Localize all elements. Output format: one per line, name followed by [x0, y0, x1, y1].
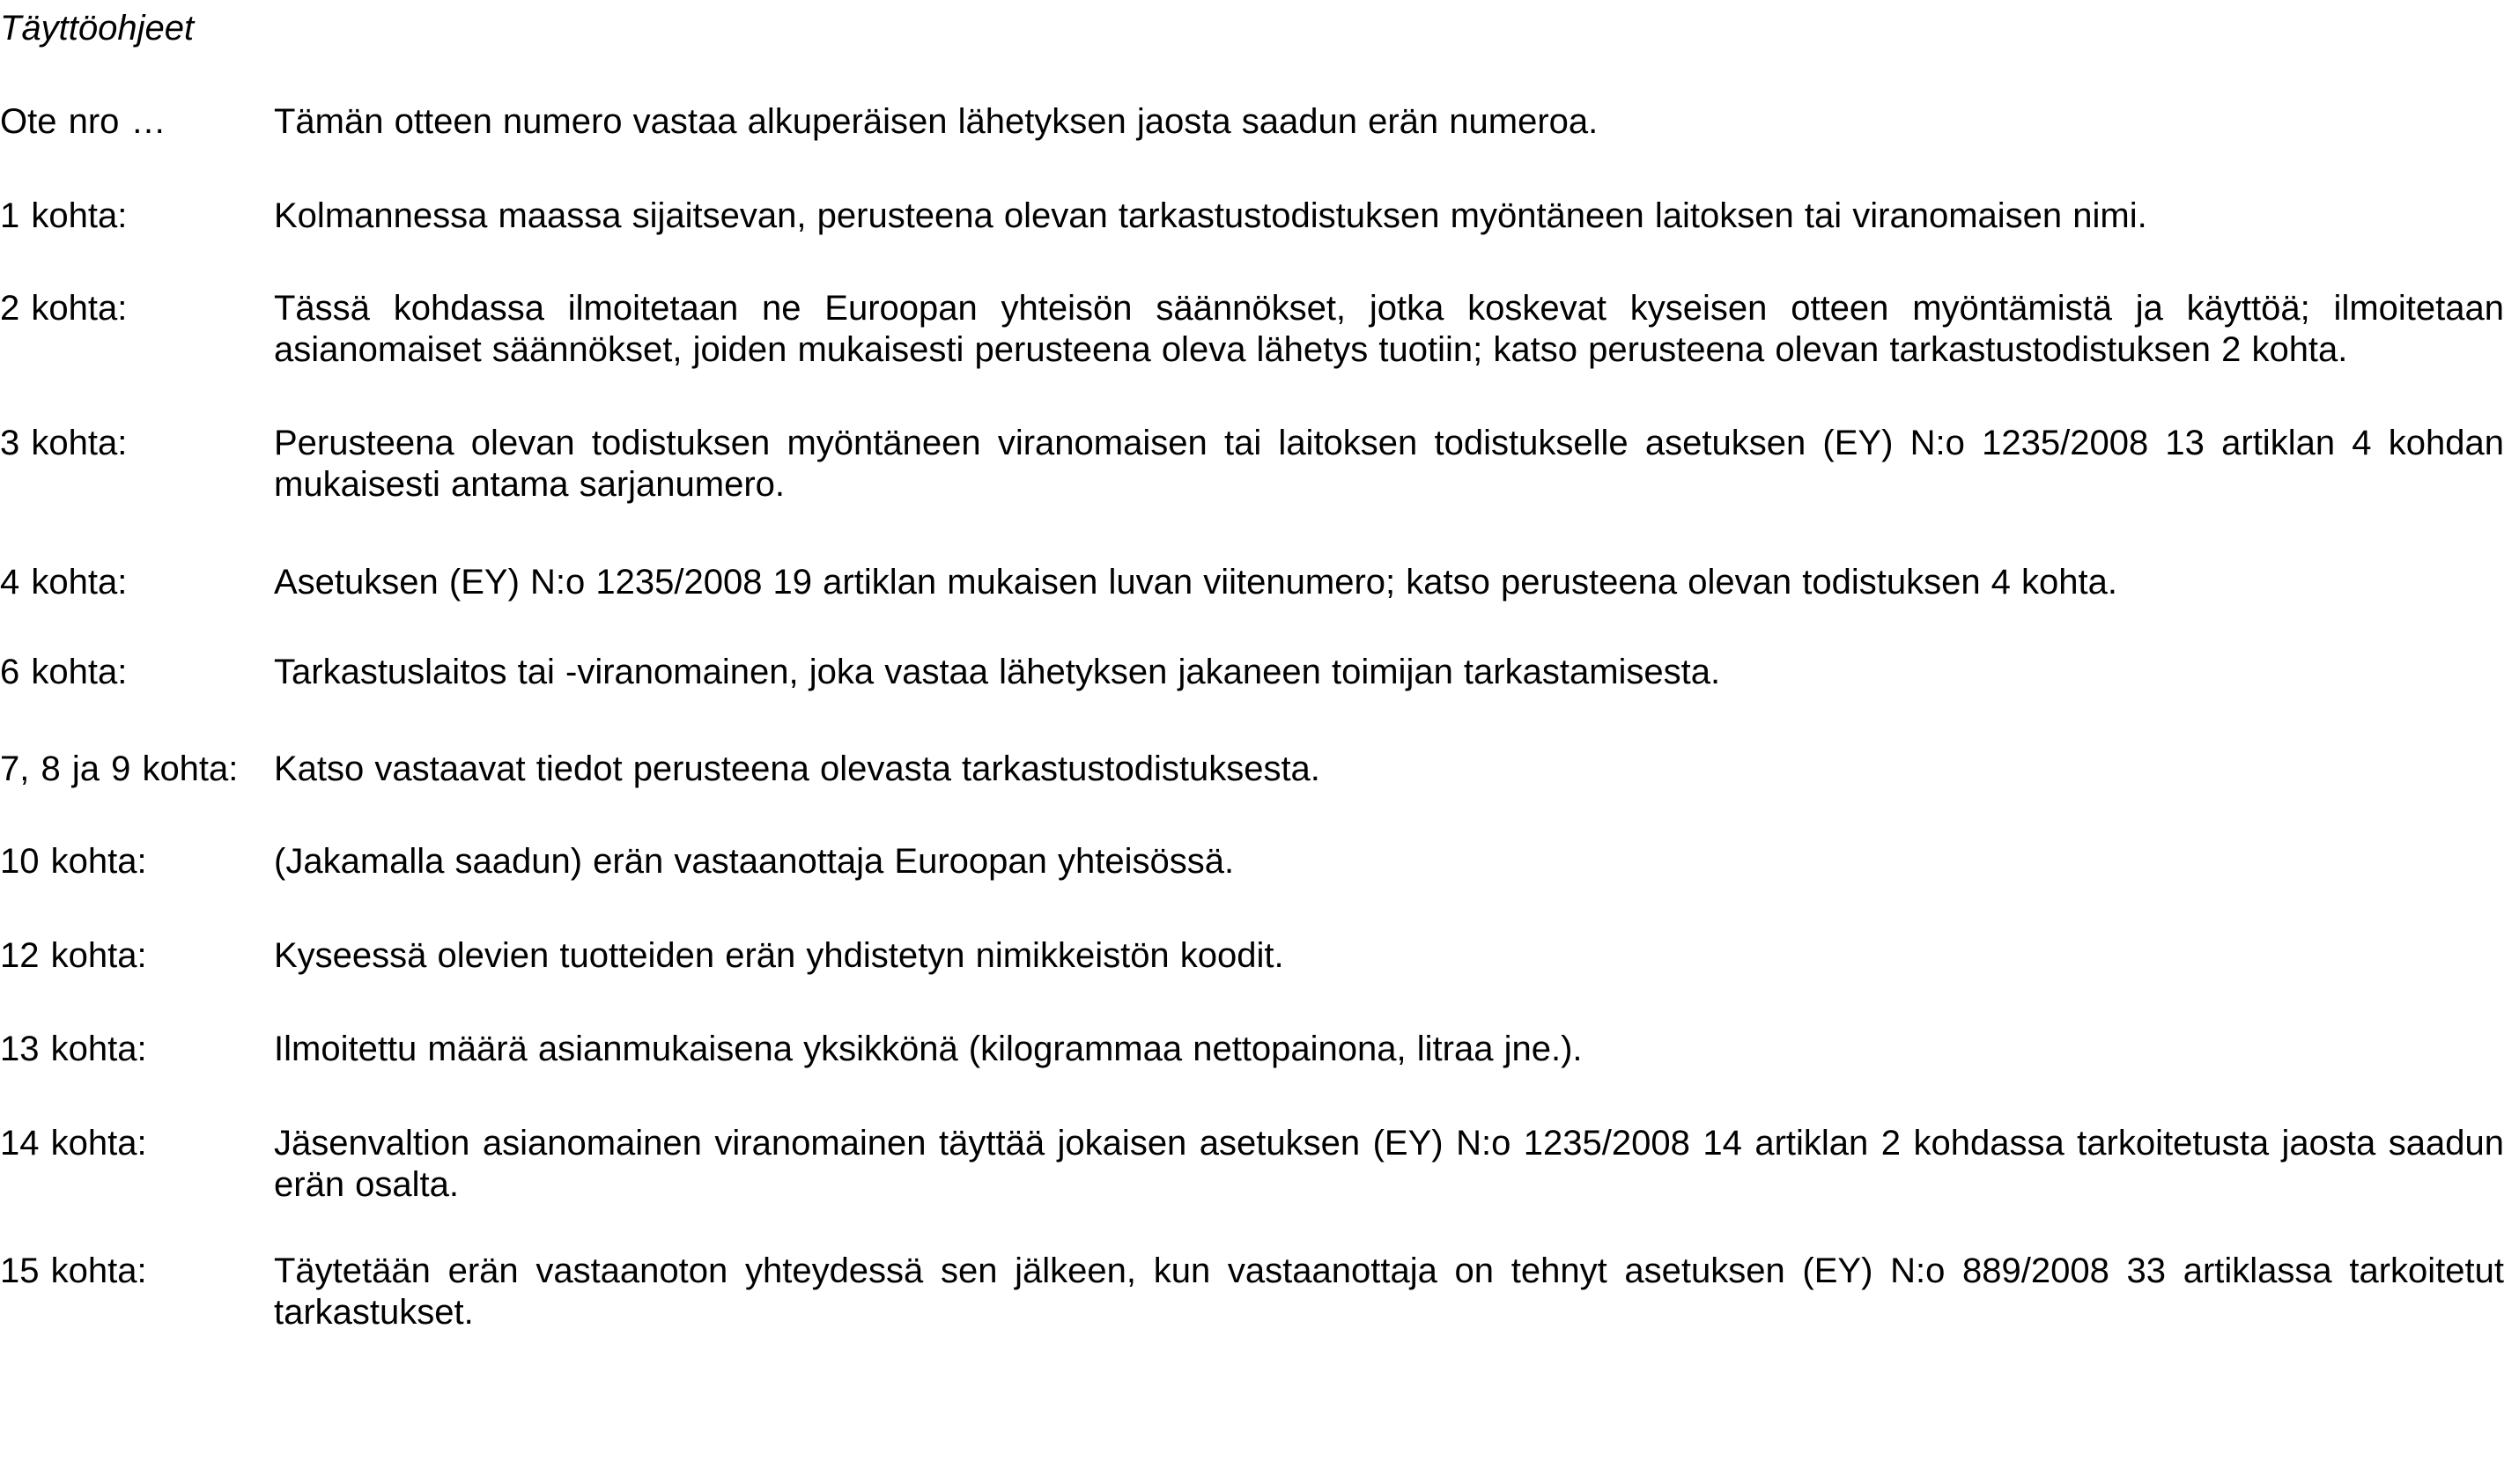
entry-text: Ilmoitettu määrä asianmukaisena yksikkönä (kilogrammaa nettopainona, litraa jne.). — [274, 1030, 1583, 1068]
entry-label: 10 kohta: — [0, 842, 147, 881]
entry-label: 2 kohta: — [0, 289, 128, 328]
entry-text: Jäsenvaltion asianomainen viranomainen täyttää jokaisen asetuksen (EY) N:o 1235/2008 14 artiklan 2 kohdassa tarkoitetusta jaosta saadun erän osalta. — [274, 1124, 2504, 1204]
entry-label: 13 kohta: — [0, 1030, 147, 1068]
entry-text: Asetuksen (EY) N:o 1235/2008 19 artiklan mukaisen luvan viitenumero; katso perusteena olevan todistuksen 4 kohta. — [274, 563, 2118, 602]
entry-text: Kyseessä olevien tuotteiden erän yhdistetyn nimikkeistön koodit. — [274, 936, 1284, 975]
document-title: Täyttöohjeet — [0, 9, 195, 48]
entry-label: 14 kohta: — [0, 1124, 147, 1163]
entry-text: Tarkastuslaitos tai -viranomainen, joka vastaa lähetyksen jakaneen toimijan tarkastamisesta. — [274, 653, 1721, 691]
entry-label: 6 kohta: — [0, 653, 128, 691]
entry-label: 7, 8 ja 9 kohta: — [0, 749, 239, 788]
entry-label: 12 kohta: — [0, 936, 147, 975]
entry-label: 4 kohta: — [0, 563, 128, 602]
entry-label: 1 kohta: — [0, 196, 128, 235]
entry-text: Tässä kohdassa ilmoitetaan ne Euroopan yhteisön säännökset, jotka koskevat kyseisen otteen myöntämistä ja käyttöä; ilmoitetaan asianomaiset säännökset, joiden mukaisesti perusteena oleva lähetys tuotiin; katso perusteena olevan tarkastustodistuksen 2 kohta. — [274, 289, 2504, 369]
entry-text: Katso vastaavat tiedot perusteena olevasta tarkastustodistuksesta. — [274, 749, 1320, 788]
entry-label: Ote nro … — [0, 102, 166, 141]
entry-text: Perusteena olevan todistuksen myöntäneen viranomaisen tai laitoksen todistukselle asetuksen (EY) N:o 1235/2008 13 artiklan 4 kohdan mukaisesti antama sarjanumero. — [274, 424, 2504, 504]
entry-text: Tämän otteen numero vastaa alkuperäisen lähetyksen jaosta saadun erän numeroa. — [274, 102, 1599, 141]
entry-text: Täytetään erän vastaanoton yhteydessä sen jälkeen, kun vastaanottaja on tehnyt asetuksen (EY) N:o 889/2008 33 artiklassa tarkoitetut tarkastukset. — [274, 1251, 2504, 1332]
entry-label: 15 kohta: — [0, 1251, 147, 1290]
entry-label: 3 kohta: — [0, 424, 128, 462]
entry-text: Kolmannessa maassa sijaitsevan, perusteena olevan tarkastustodistuksen myöntäneen laitoksen tai viranomaisen nimi. — [274, 196, 2147, 235]
entry-text: (Jakamalla saadun) erän vastaanottaja Euroopan yhteisössä. — [274, 842, 1235, 881]
